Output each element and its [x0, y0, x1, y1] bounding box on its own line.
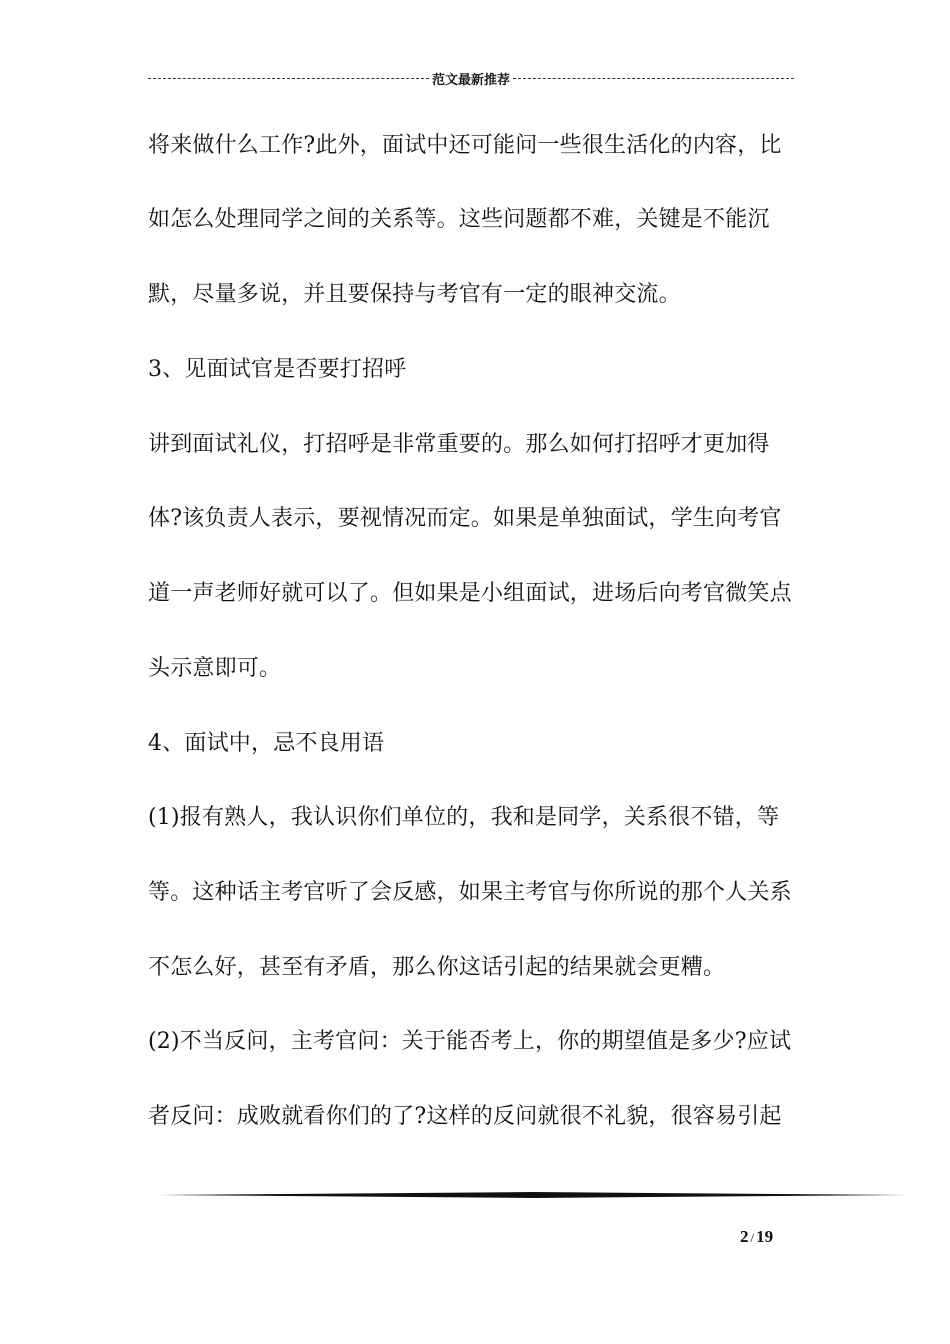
header-dash-left [148, 78, 429, 79]
page-total: 19 [756, 1227, 774, 1246]
section-heading: 4、面试中，忌不良用语 [148, 731, 385, 756]
footer-rule [158, 1191, 908, 1199]
body-line: 者反问：成败就看你们的了?这样的反问就很不礼貌，很容易引起 [148, 1104, 782, 1129]
header-dash-right [513, 78, 794, 79]
page-header [148, 68, 794, 88]
body-line: 头示意即可。 [148, 656, 282, 681]
body-line: 如怎么处理同学之间的关系等。这些问题都不难，关键是不能沉 [148, 207, 770, 232]
body-line: (2)不当反问，主考官问：关于能否考上，你的期望值是多少?应试 [148, 1029, 792, 1054]
page-current: 2 [740, 1227, 749, 1246]
page-separator: / [750, 1230, 755, 1245]
body-line: 道一声老师好就可以了。但如果是小组面试，进场后向考官微笑点 [148, 581, 792, 606]
body-line: 讲到面试礼仪，打招呼是非常重要的。那么如何打招呼才更加得 [148, 432, 770, 457]
body-line: 默，尽量多说，并且要保持与考官有一定的眼神交流。 [148, 282, 681, 307]
section-heading: 3、见面试官是否要打招呼 [148, 357, 407, 382]
body-line: 将来做什么工作?此外，面试中还可能问一些很生活化的内容，比 [148, 133, 782, 158]
page-number [740, 1227, 820, 1247]
body-line: (1)报有熟人，我认识你们单位的，我和是同学，关系很不错，等 [148, 805, 780, 830]
header-title: 范文最新推荐 [432, 71, 511, 87]
body-line: 等。这种话主考官听了会反感，如果主考官与你所说的那个人关系 [148, 880, 792, 905]
body-line: 不怎么好，甚至有矛盾，那么你这话引起的结果就会更糟。 [148, 955, 726, 980]
body-line: 体?该负责人表示，要视情况而定。如果是单独面试，学生向考官 [148, 506, 782, 531]
